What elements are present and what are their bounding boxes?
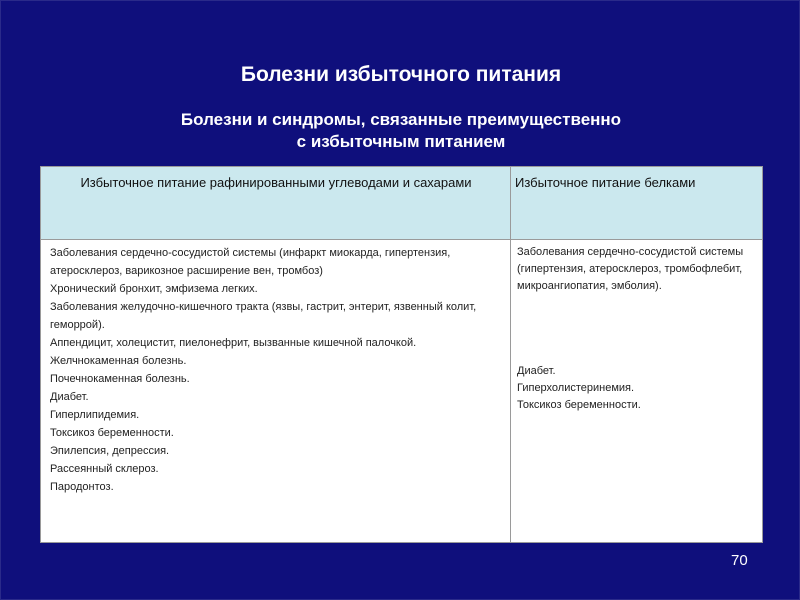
list-item: Заболевания сердечно-сосудистой системы (гипертензия, атеросклероз, тромбофлебит, микроангиопатия, эмболия). xyxy=(517,246,744,292)
proteins-diseases-cell xyxy=(517,244,757,414)
list-item: Эпилепсия, депрессия. xyxy=(50,445,170,457)
subtitle-line-1: Болезни и синдромы, связанные преимущественно xyxy=(180,110,622,129)
slide-title: Болезни избыточного питания xyxy=(240,63,562,86)
carbohydrates-diseases-cell xyxy=(50,244,505,496)
table-header-row xyxy=(41,167,762,240)
list-item: Аппендицит, холецистит, пиелонефрит, вызванные кишечной палочкой. xyxy=(50,337,417,349)
header-carbohydrates: Избыточное питание рафинированными углеводами и сахарами xyxy=(80,175,472,190)
list-item: Диабет. xyxy=(517,365,556,377)
list-item: Хронический бронхит, эмфизема легких. xyxy=(50,283,258,295)
list-item: Заболевания желудочно-кишечного тракта (язвы, гастрит, энтерит, язвенный колит, геморрой). xyxy=(50,301,477,331)
list-item: Гиперлипидемия. xyxy=(50,409,140,421)
slide-subtitle xyxy=(101,109,701,153)
list-item: Токсикоз беременности. xyxy=(50,427,174,439)
page-number: 70 xyxy=(731,552,748,569)
diseases-table xyxy=(40,166,763,543)
column-divider xyxy=(510,167,511,542)
list-item: Гиперхолистеринемия. xyxy=(517,382,635,394)
list-item: Рассеянный склероз. xyxy=(50,463,159,475)
list-item: Пародонтоз. xyxy=(50,481,114,493)
header-proteins: Избыточное питание белками xyxy=(515,175,696,190)
list-item: Диабет. xyxy=(50,391,89,403)
list-item: Заболевания сердечно-сосудистой системы (инфаркт миокарда, гипертензия, атеросклероз, варикозное расширение вен, тромбоз) xyxy=(50,247,451,277)
list-item: Желчнокаменная болезнь. xyxy=(50,355,187,367)
spacer xyxy=(517,295,757,363)
subtitle-line-2: с избыточным питанием xyxy=(296,132,506,151)
list-item: Почечнокаменная болезнь. xyxy=(50,373,190,385)
list-item: Токсикоз беременности. xyxy=(517,399,641,411)
